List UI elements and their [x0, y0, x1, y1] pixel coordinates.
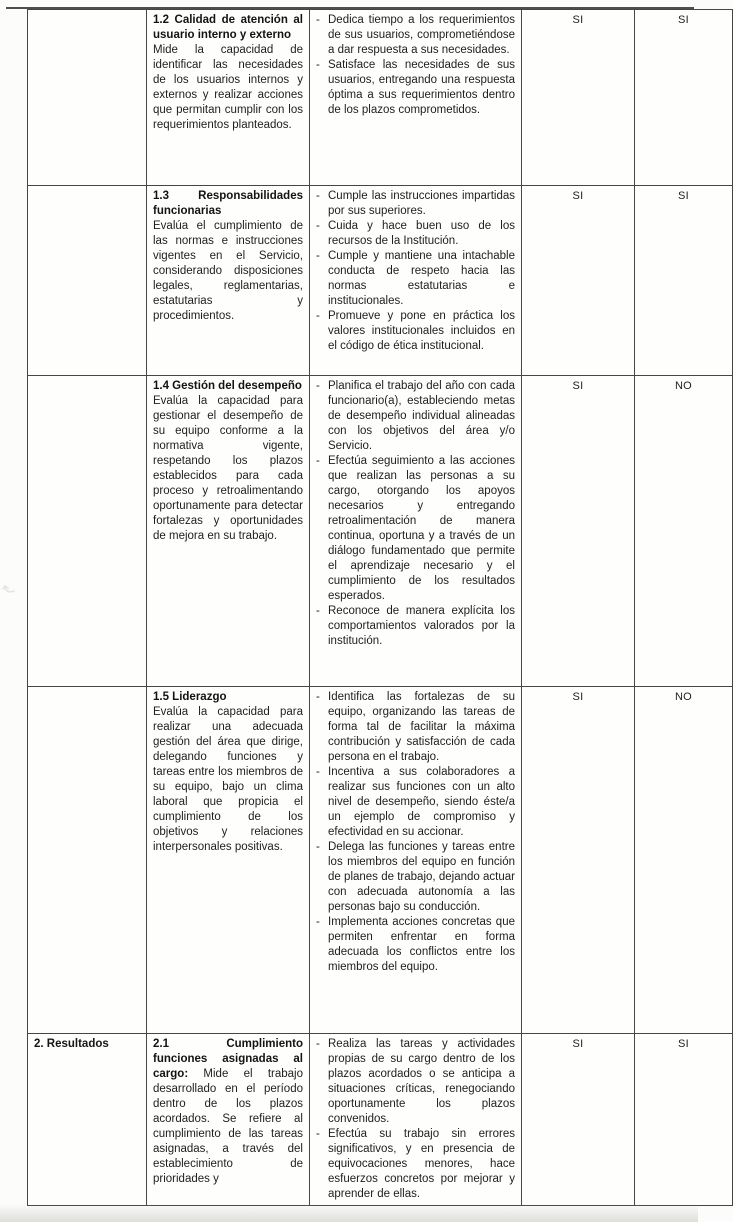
table-row	[28, 186, 733, 376]
verdict-value: SI	[678, 190, 689, 202]
verdict-value: NO	[674, 691, 693, 703]
page-curl-left-icon	[1, 580, 17, 601]
behavior-item: - Planifica el trabajo del año con cada funcionario(a), estableciendo metas de desempeño individual alineadas con los objetivos del área y/o Servicio.	[316, 379, 515, 454]
criterion-cell	[147, 10, 310, 186]
criterion-title: 1.4 Gestión del desempeño	[153, 380, 302, 392]
criterion-title: 1.5 Liderazgo	[153, 691, 227, 703]
behavior-item: - Cumple y mantiene una intachable conducta de respeto hacia las normas estatutarias e institucionales.	[316, 249, 515, 309]
behaviors-cell	[310, 376, 522, 687]
behavior-item: - Realiza las tareas y actividades propias de su cargo dentro de los plazos acordados o se anticipa a situaciones críticas, renegociando oportunamente los plazos convenidos.	[316, 1037, 515, 1127]
verdict-value: SI	[678, 1038, 689, 1050]
verdict-cell-b	[635, 10, 733, 186]
verdict-value: SI	[678, 14, 689, 26]
behaviors-cell	[310, 10, 522, 186]
verdict-value: SI	[572, 380, 584, 392]
verdict-cell-a	[522, 376, 635, 687]
behavior-item: - Cumple las instrucciones impartidas por sus superiores.	[316, 189, 515, 219]
category-cell	[28, 687, 147, 1034]
verdict-value: SI	[572, 190, 584, 202]
behavior-item: - Reconoce de manera explícita los comportamientos valorados por la institución.	[316, 604, 515, 649]
criterion-body: Evalúa la capacidad para realizar una adecuada gestión del área que dirige, delegando funciones y tareas entre los miembros de su equipo, bajo un clima laboral que propicia el cumplimiento de los objetivos y relaciones interpersonales positivas.	[153, 706, 303, 853]
behaviors-cell	[310, 1034, 522, 1206]
verdict-value: SI	[572, 691, 584, 703]
behavior-item: - Promueve y pone en práctica los valores institucionales incluidos en el código de ética institucional.	[316, 309, 515, 354]
behavior-item: - Satisface las necesidades de sus usuarios, entregando una respuesta óptima a sus requerimientos dentro de los plazos comprometidos.	[316, 58, 515, 118]
criterion-title: 1.3 Responsabilidades funcionarias	[153, 190, 303, 217]
criterion-cell	[147, 186, 310, 376]
evaluation-table	[27, 9, 733, 1206]
behavior-item: - Incentiva a sus colaboradores a realizar sus funciones con un alto nivel de desempeño, siendo éste/a un ejemplo de compromiso y efectividad en su accionar.	[316, 765, 515, 840]
criterion-title: 2.1 Cumplimiento funciones asignadas al cargo:	[153, 1038, 303, 1080]
table-row	[28, 376, 733, 687]
behavior-item: - Cuida y hace buen uso de los recursos de la Institución.	[316, 219, 515, 249]
behaviors-cell	[310, 186, 522, 376]
category-cell	[28, 10, 147, 186]
criterion-body: Mide la capacidad de identificar las necesidades de los usuarios internos y externos y realizar acciones que permitan cumplir con los requerimientos planteados.	[153, 44, 303, 131]
verdict-value: NO	[674, 380, 693, 392]
verdict-value: SI	[572, 14, 584, 26]
evaluation-table-wrapper	[27, 9, 693, 1205]
table-row	[28, 687, 733, 1034]
behavior-item: - Identifica las fortalezas de su equipo, organizando las tareas de forma tal de facilitar la máxima contribución y satisfacción de cada persona en el trabajo.	[316, 690, 515, 765]
table-row	[28, 10, 733, 186]
verdict-cell-b	[635, 186, 733, 376]
verdict-cell-a	[522, 186, 635, 376]
criterion-cell	[147, 687, 310, 1034]
behavior-item: - Implementa acciones concretas que permiten enfrentar en forma adecuada los conflictos entre los miembros del equipo.	[316, 915, 515, 975]
category-cell	[28, 376, 147, 687]
criterion-cell	[147, 376, 310, 687]
table-row	[28, 1034, 733, 1206]
behavior-item: - Delega las funciones y tareas entre los miembros del equipo en función de planes de trabajo, dejando actuar con adecuada autonomía a las personas bajo su conducción.	[316, 840, 515, 915]
behavior-item: - Efectúa seguimiento a las acciones que realizan las personas a su cargo, otorgando los apoyos necesarios y entregando retroalimentación de manera continua, oportuna y a través de un diálogo fundamentado que permite el aprendizaje necesario y el cumplimiento de los resultados esperados.	[316, 454, 515, 604]
verdict-cell-b	[635, 687, 733, 1034]
verdict-cell-a	[522, 1034, 635, 1206]
criterion-cell	[147, 1034, 310, 1206]
criterion-body: Evalúa la capacidad para gestionar el desempeño de su equipo conforme a la normativa vigente, respetando los plazos establecidos para cada proceso y retroalimentando oportunamente para detectar fortalezas y oportunidades de mejora en su trabajo.	[153, 395, 303, 542]
criterion-title: 1.2 Calidad de atención al usuario interno y externo	[153, 14, 303, 41]
criterion-body: Mide el trabajo desarrollado en el período dentro de los plazos acordados. Se refiere al cumplimiento de las tareas asignadas, a través del establecimiento de prioridades y	[153, 1068, 303, 1185]
category-cell	[28, 186, 147, 376]
verdict-cell-b	[635, 376, 733, 687]
verdict-cell-b	[635, 1034, 733, 1206]
verdict-cell-a	[522, 687, 635, 1034]
behavior-item: - Dedica tiempo a los requerimientos de sus usuarios, comprometiéndose a dar respuesta a sus necesidades.	[316, 13, 515, 58]
verdict-value: SI	[572, 1038, 584, 1050]
category-cell: 2. Resultados	[28, 1034, 147, 1206]
verdict-cell-a	[522, 10, 635, 186]
behaviors-cell	[310, 687, 522, 1034]
scan-bottom-shadow	[0, 1204, 698, 1222]
behavior-item: - Efectúa su trabajo sin errores significativos, y en presencia de equivocaciones menores, hace esfuerzos concretos por mejorar y aprender de ellas.	[316, 1127, 515, 1202]
criterion-body: Evalúa el cumplimiento de las normas e instrucciones vigentes en el Servicio, considerando disposiciones legales, reglamentarias, estatutarias y procedimientos.	[153, 220, 303, 322]
